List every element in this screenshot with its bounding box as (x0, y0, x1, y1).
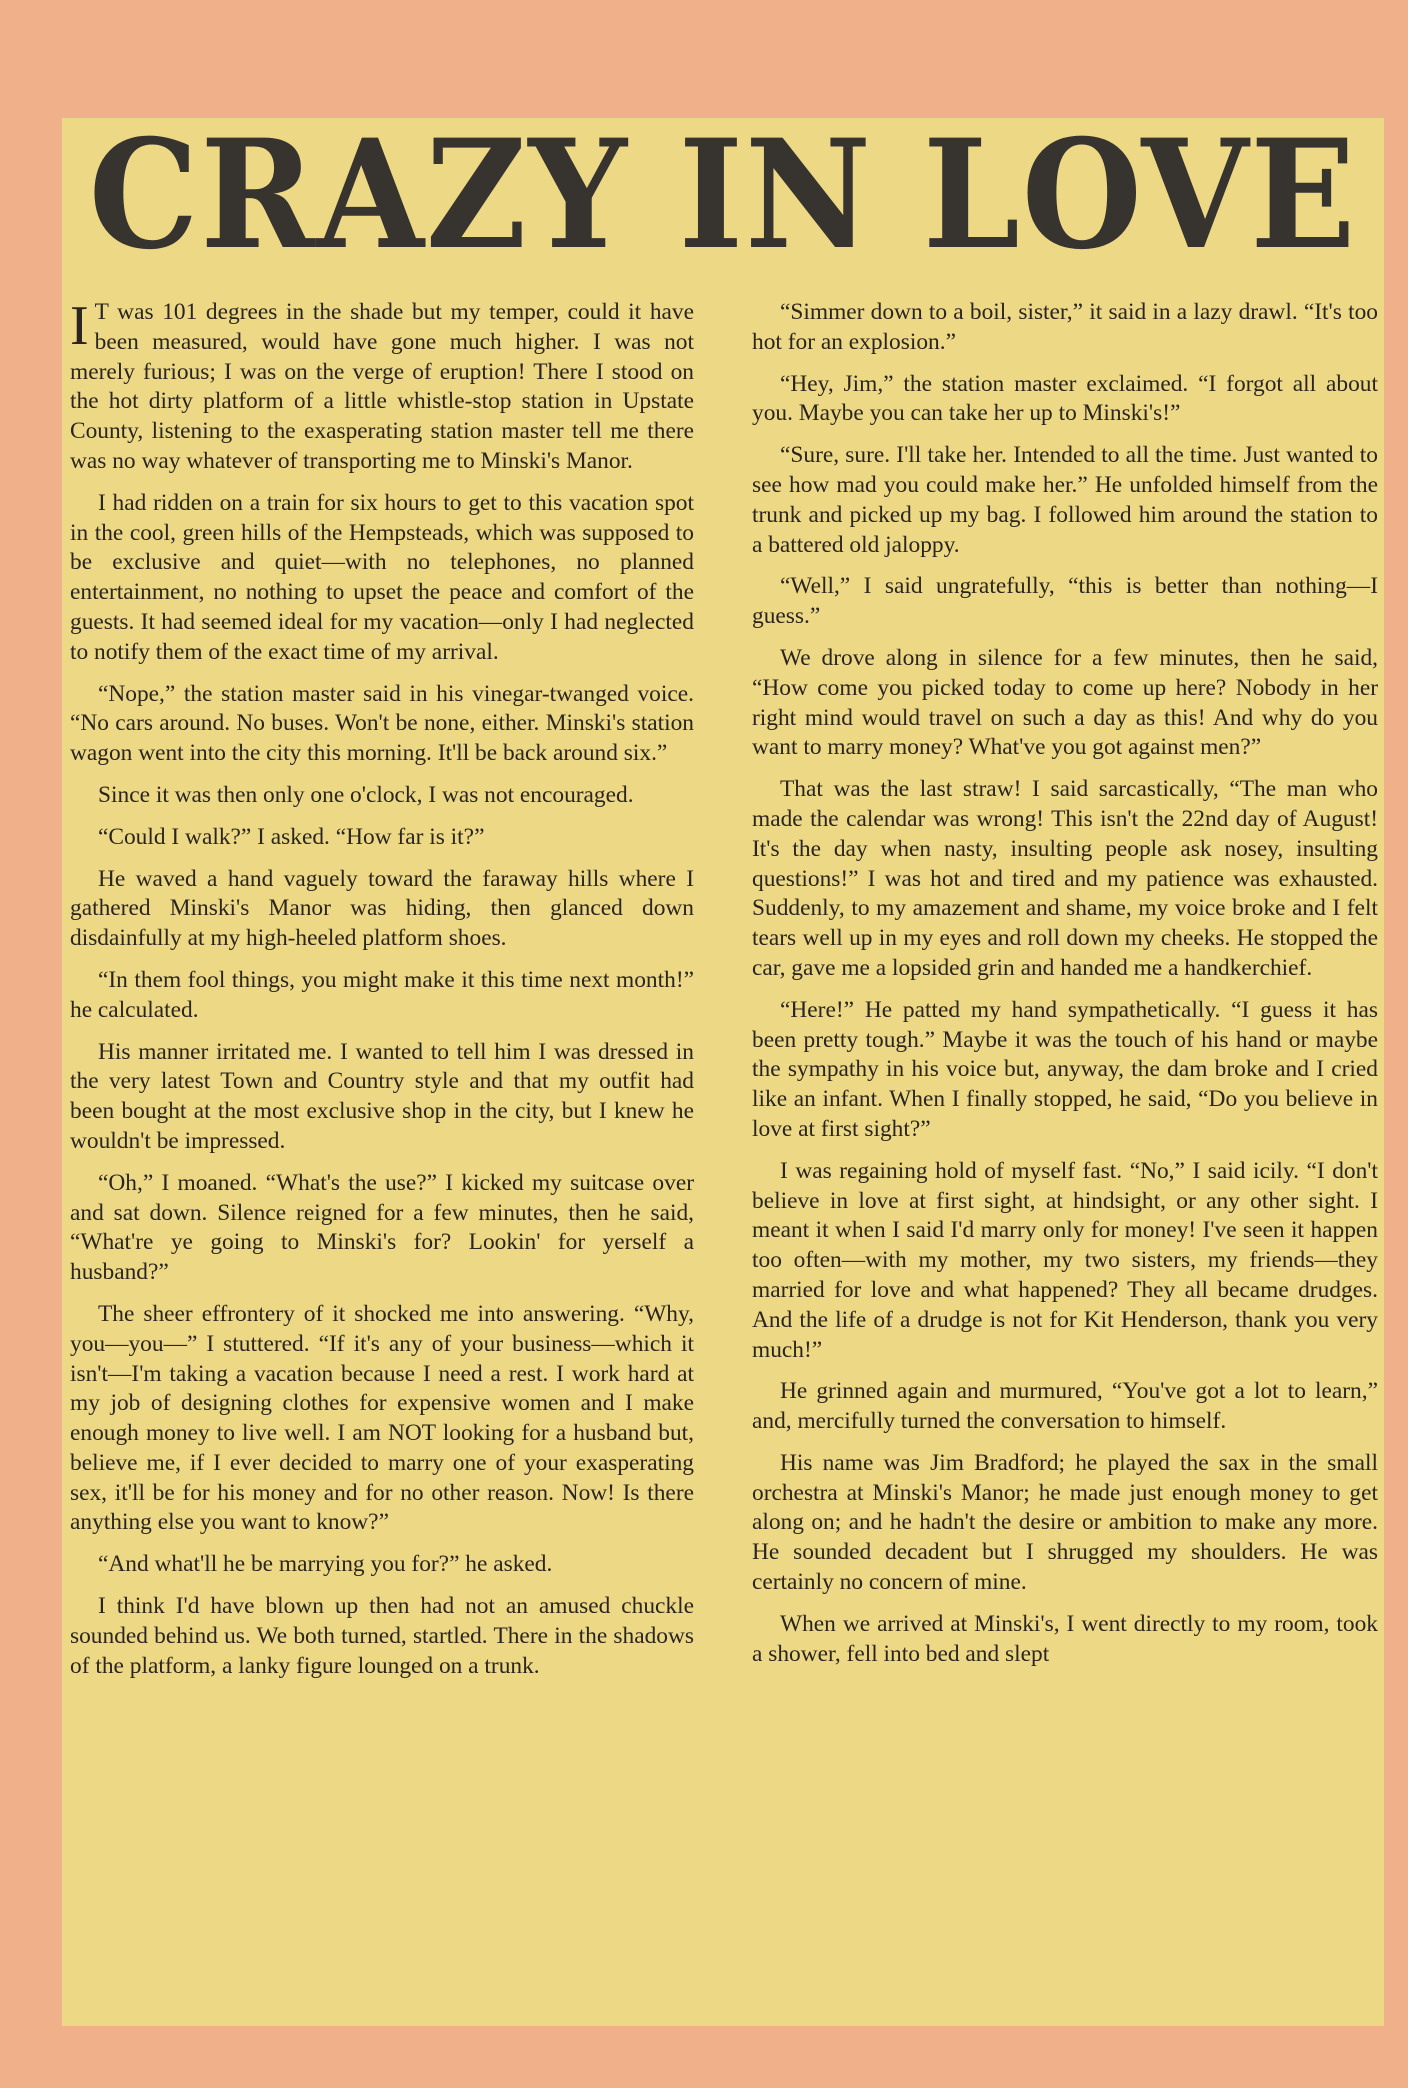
right-column (752, 298, 1378, 1681)
left-column (70, 295, 694, 1693)
paragraph (70, 295, 694, 477)
paragraph: “Here!” He patted my hand sympathetically. “I guess it has been pretty tough.” Maybe it was the touch of his hand or maybe the sympathy in his voice but, anyway, the dam broke and I cried like an infant. When I finally stopped, he said, “Do you believe in love at first sight?” (752, 996, 1378, 1142)
paragraph: “Well,” I said ungratefully, “this is better than nothing—I guess.” (752, 573, 1378, 630)
story-title: CRAZY IN LOVE (88, 107, 1358, 283)
paragraph: “Simmer down to a boil, sister,” it said in a lazy drawl. “It's too hot for an explosion.” (752, 299, 1378, 355)
paragraph: That was the last straw! I said sarcastically, “The man who made the calendar was wrong! This isn't the 22nd day of August! It's the day when nasty, insulting people ask nosey, insulting questions!” I was hot and tired and my patience was exhausted. Suddenly, to my amazement and shame, my voice broke and I felt tears well up in my eyes and roll down my cheeks. He stopped the car, gave me a lopsided grin and handed me a handkerchief. (752, 776, 1378, 981)
paragraph: “And what'll he be marrying you for?” he asked. (98, 1551, 553, 1578)
paragraph: When we arrived at Minski's, I went directly to my room, took a shower, fell into bed and slept (752, 1610, 1378, 1667)
paragraph: The sheer effrontery of it shocked me into answering. “Why, you—you—” I stuttered. “If it's any of your business—which it isn't—I'm taking a vacation because I need a rest. I work hard at my job of designing clothes for expensive women and I make enough money to live well. I am NOT looking for a husband but, believe me, if I ever decided to marry one of your exasperating sex, it'll be for his money and for no other reason. Now! Is there anything else you want to know?” (70, 1300, 694, 1536)
paragraph: He grinned again and murmured, “You've got a lot to learn,” and, mercifully turned the conversation to himself. (752, 1378, 1378, 1435)
paragraph: His manner irritated me. I wanted to tell him I was dressed in the very latest Town and Country style and that my outfit had been bought at the most exclusive shop in the city, but I knew he wouldn't be impressed. (70, 1038, 694, 1154)
paragraph: He waved a hand vaguely toward the faraway hills where I gathered Minski's Manor was hiding, then glanced down disdainfully at my high-heeled platform shoes. (70, 865, 694, 952)
paragraph: His name was Jim Bradford; he played the sax in the small orchestra at Minski's Manor; he made just enough money to get along on; and he hadn't the desire or ambition to make any more. He sounded decadent but I shrugged my shoulders. He was certainly no concern of mine. (752, 1449, 1378, 1596)
drop-cap: I (70, 295, 89, 357)
paragraph: I think I'd have blown up then had not an amused chuckle sounded behind us. We both turned, startled. There in the shadows of the platform, a lanky figure lounged on a trunk. (70, 1593, 694, 1679)
paragraph: Since it was then only one o'clock, I was not encouraged. (98, 781, 634, 808)
paragraph: We drove along in silence for a few minutes, then he said, “How come you picked today to come up here? Nobody in her right mind would travel on such a day as this! And why do you want to marry money? What've you got against men?” (752, 644, 1378, 761)
paragraph: “Nope,” the station master said in his vinegar-twanged voice. “No cars around. No buses. Won't be none, either. Minski's station wagon went into the city this morning. It'll be back around six.” (70, 680, 694, 767)
paragraph: “Sure, sure. I'll take her. Intended to all the time. Just wanted to see how mad you could make her.” He unfolded himself from the trunk and picked up my bag. I followed him around the station to a battered old jaloppy. (752, 442, 1378, 558)
paragraph: “Oh,” I moaned. “What's the use?” I kicked my suitcase over and sat down. Silence reigned for a few minutes, then he said, “What're ye going to Minski's for? Lookin' for yerself a husband?” (70, 1169, 694, 1286)
paragraph: “Could I walk?” I asked. “How far is it?” (98, 823, 485, 850)
paragraph: “Hey, Jim,” the station master exclaimed. “I forgot all about you. Maybe you can take her up to Minski's!” (752, 370, 1378, 427)
paragraph: “In them fool things, you might make it this time next month!” he calculated. (70, 966, 694, 1023)
paragraph-text: T was 101 degrees in the shade but my temper, could it have been measured, would have gone much higher. I was not merely furious; I was on the verge of eruption! There I stood on the hot dirty platform of a little whistle-stop station in Upstate County, listening to the exasperating station master tell me there was no way whatever of transporting me to Minski's Manor. (70, 299, 694, 474)
paragraph: I was regaining hold of myself fast. “No,” I said icily. “I don't believe in love at first sight, at hindsight, or any other sight. I meant it when I said I'd marry only for money! I've seen it happen too often—with my mother, my two sisters, my friends—they married for love and what happened? They all became drudges. And the life of a drudge is not for Kit Henderson, thank you very much!” (752, 1157, 1378, 1363)
paragraph: I had ridden on a train for six hours to get to this vacation spot in the cool, green hills of the Hempsteads, which was supposed to be exclusive and quiet—with no telephones, no planned entertainment, no nothing to upset the peace and comfort of the guests. It had seemed ideal for my vacation—only I had neglected to notify them of the exact time of my arrival. (70, 489, 694, 665)
